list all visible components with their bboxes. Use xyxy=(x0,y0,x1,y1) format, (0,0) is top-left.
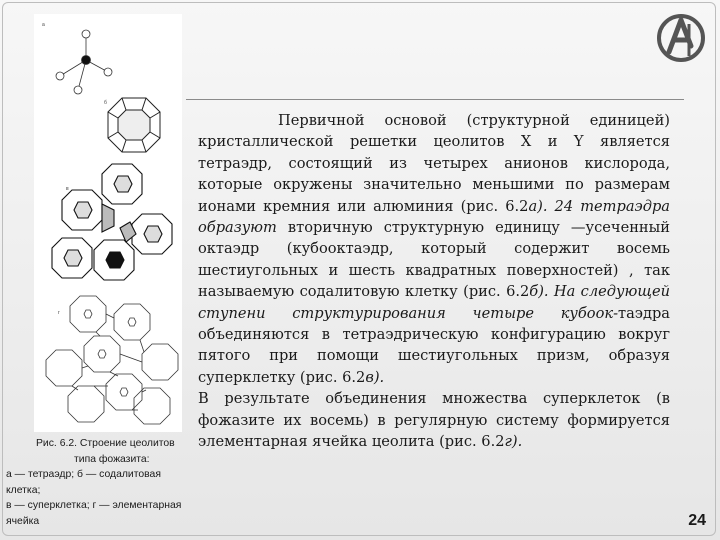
figure-label-a: а xyxy=(42,22,45,28)
figure-caption xyxy=(6,436,216,529)
figure-label-v: в xyxy=(66,186,69,192)
p1-text-3: вторичную структурную единицу —усеченный октаэдр (кубооктаэдр, который содержит восемь шестиугольных и шесть квадратных поверхностей) , так называемую содалитовую клетку (рис. 6.2 xyxy=(198,219,670,301)
logo-icon xyxy=(655,12,707,64)
p1-text-2: а). 24 тетраэдра образуют xyxy=(198,197,671,237)
unit-cell-drawing xyxy=(46,296,178,424)
caption-subtitle: типа фожазита: xyxy=(74,453,150,465)
p1-text-1: Первичной основой (структурной единицей) кристаллической решетки цеолитов X и Y является тетраэдр, состоящий из четырех анионов кислорода, которые окружены значительно меньшими по размерам ионами кремния или алюминия (рис. 6.2 xyxy=(198,112,670,215)
p1-text-6: в). xyxy=(365,368,385,386)
caption-title: Рис. 6.2. Строение цеолитов xyxy=(36,438,175,449)
sodalite-cage-drawing xyxy=(108,98,160,152)
page-number: 24 xyxy=(688,512,706,529)
figure-label-b: б xyxy=(104,100,107,106)
p2-text-2: г). xyxy=(504,433,523,451)
zeolite-structure-figure xyxy=(34,14,182,432)
header-divider xyxy=(186,99,684,100)
paragraph-2 xyxy=(198,388,670,452)
paragraph-1 xyxy=(198,110,670,388)
p1-text-4: б). На следующей ступени структурирования четыре кубоок- xyxy=(198,283,670,322)
caption-line-6: ячейка xyxy=(6,515,40,527)
caption-line-4: клетка; xyxy=(6,484,41,496)
tetrahedron-drawing xyxy=(56,30,112,94)
p2-text-1: В результате объединения множества суперклеток (в фожазите их восемь) в регулярную систему формируется элементарная ячейка цеолита (рис. 6.2 xyxy=(198,390,670,451)
caption-line-5: в — суперклетка; г — элементарная xyxy=(6,500,182,511)
caption-line-3: а — тетраэдр; б — содалитовая xyxy=(6,469,161,480)
figure-label-g: г xyxy=(58,310,60,316)
p1-text-5: таэдра объединяются в тетраэдрическую конфигурацию вокруг пятого при помощи шестиугольных призм, образуя суперклетку (рис. 6.2 xyxy=(198,304,670,386)
supercage-drawing xyxy=(52,164,172,280)
body-text xyxy=(198,110,670,453)
